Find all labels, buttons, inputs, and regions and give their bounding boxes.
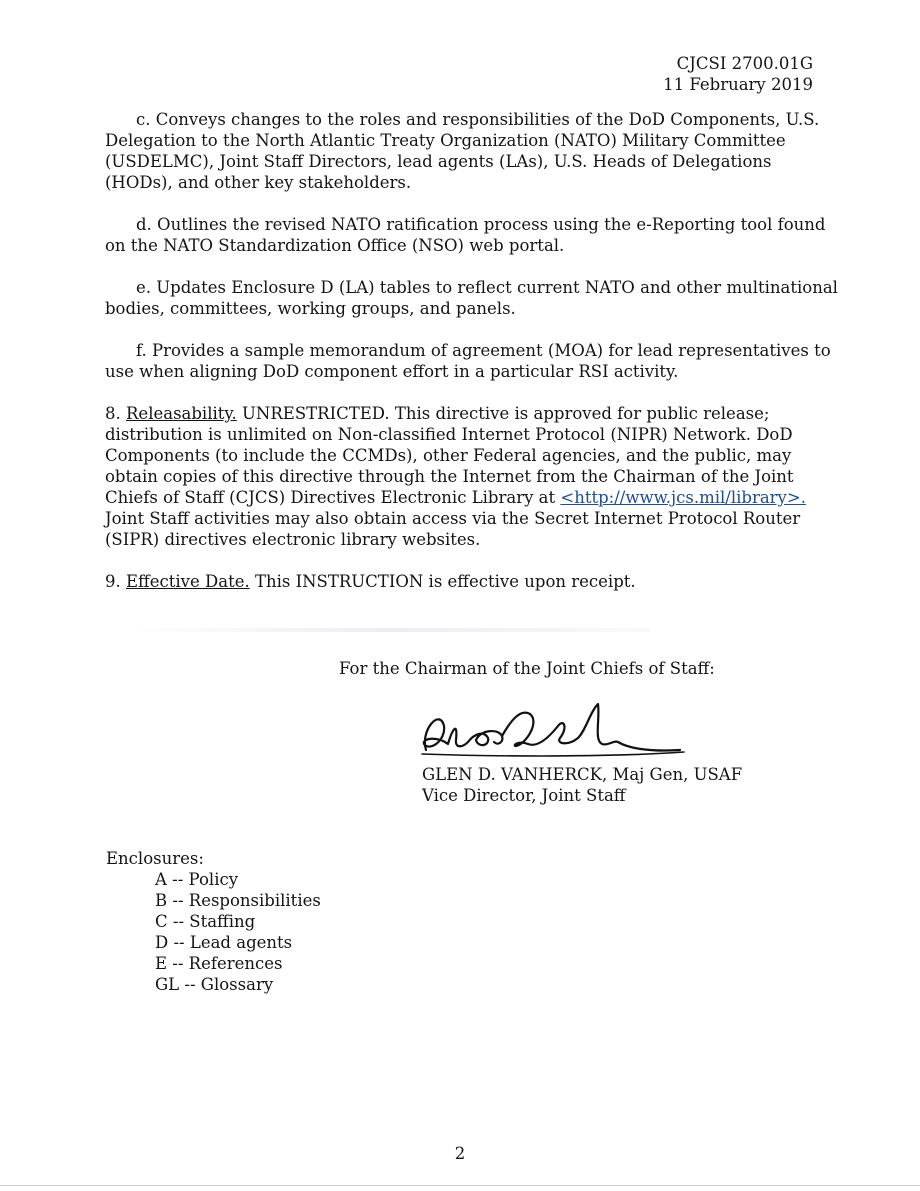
handwritten-signature [418,700,698,770]
paragraph-f: f. Provides a sample memorandum of agreement (MOA) for lead representatives to use when aligning DoD component effort in a particular RSI activity. [105,341,831,381]
paragraph-d: d. Outlines the revised NATO ratification process using the e-Reporting tool found on the NATO Standardization Office (NSO) web portal. [105,215,826,255]
paragraph-9-heading: Effective Date. [126,572,250,591]
signer-title: Vice Director, Joint Staff [422,786,626,805]
signature-intro: For the Chairman of the Joint Chiefs of Staff: [339,659,715,678]
signer-name: GLEN D. VANHERCK, Maj Gen, USAF [422,765,743,784]
body-text [105,109,840,613]
paragraph-c: c. Conveys changes to the roles and responsibilities of the DoD Components, U.S. Delegation to the North Atlantic Treaty Organization (NATO) Military Committee (USDELMC), Joint Staff Directors, lead agents (LAs), U.S. Heads of Delegations (HODs), and other key stakeholders. [105,110,820,192]
paragraph-8-heading: Releasability. [126,404,237,423]
doc-date: 11 February 2019 [663,75,813,94]
enclosure-item: E -- References [155,954,283,973]
page-number: 2 [454,1144,466,1163]
enclosures [106,848,321,995]
paragraph-9-effective-date [105,571,840,592]
paragraph-8-text: UNRESTRICTED. This directive is approved for public release; distribution is unlimited on Non-classified Internet Protocol (NIPR) Network. DoD Components (to include the CCMDs), other Federal agencies, and the public, may obtain copies of this directive through the Internet from the Chairman of the Joint Chiefs of Staff (CJCS) Directives Electronic Library at [105,404,794,507]
enclosures-list [106,869,321,995]
enclosure-item: D -- Lead agents [155,933,293,952]
scan-artifact-line [130,628,650,632]
signer-block [422,764,742,806]
library-link[interactable]: <http://www.jcs.mil/library>. [560,488,806,507]
paragraph-9-number: 9. [105,572,121,591]
document-header [663,53,813,95]
paragraph-e: e. Updates Enclosure D (LA) tables to reflect current NATO and other multinational bodies, committees, working groups, and panels. [105,278,838,318]
enclosures-label: Enclosures: [106,849,204,868]
enclosure-item: GL -- Glossary [155,975,274,994]
doc-number: CJCSI 2700.01G [676,54,813,73]
paragraph-8-text-after: Joint Staff activities may also obtain access via the Secret Internet Protocol Router (SIPR) directives electronic library websites. [105,509,801,549]
page-bottom-edge [0,1185,920,1186]
paragraph-8-number: 8. [105,404,121,423]
enclosure-item: A -- Policy [155,870,239,889]
paragraph-8-releasability [105,403,840,550]
paragraph-9-text: This INSTRUCTION is effective upon receipt. [254,572,636,591]
enclosure-item: B -- Responsibilities [155,891,321,910]
enclosure-item: C -- Staffing [155,912,256,931]
